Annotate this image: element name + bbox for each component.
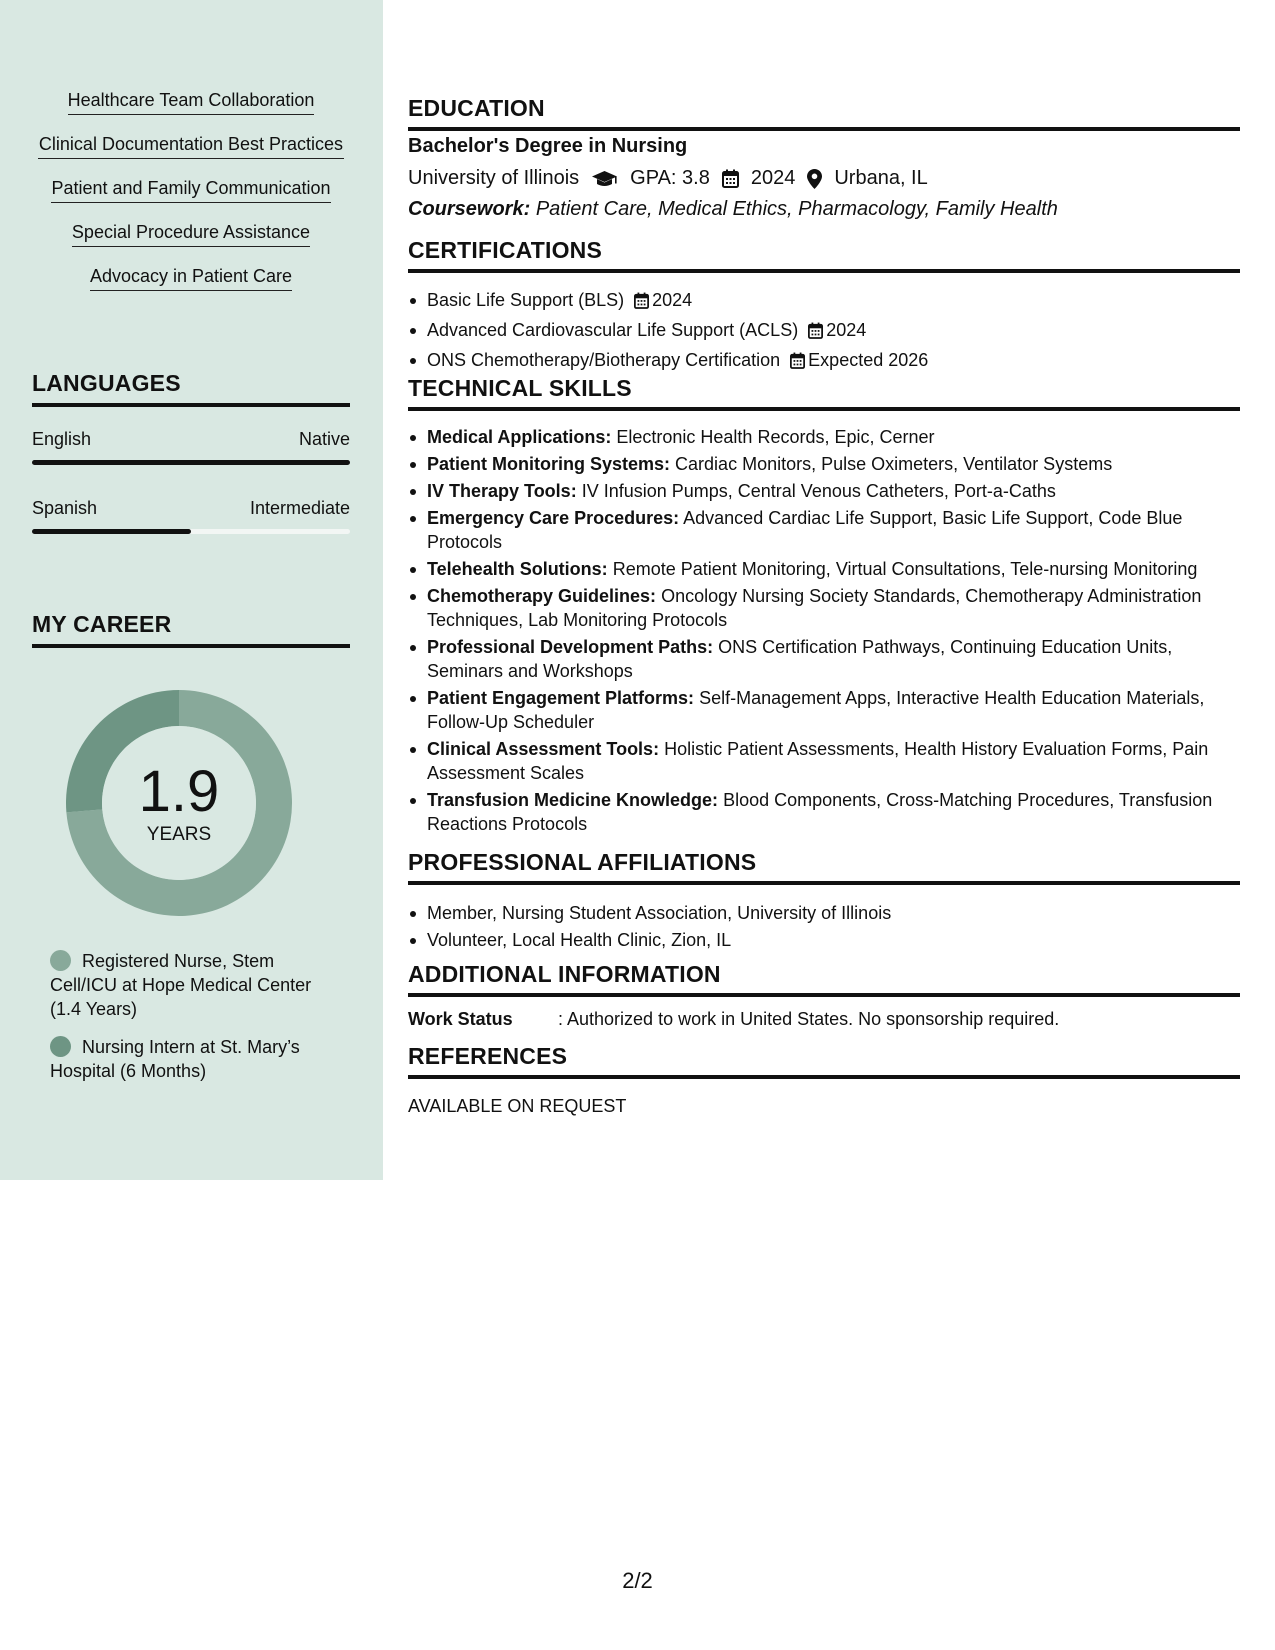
calendar-icon <box>808 321 823 345</box>
graduation-cap-icon <box>591 170 618 188</box>
skill-text: ONS Certification Pathways, Continuing Education Units, Seminars and Workshops <box>427 637 1173 681</box>
skill-label: IV Therapy Tools: <box>427 481 577 501</box>
work-status <box>408 1009 1059 1030</box>
affiliations-list <box>408 901 1240 955</box>
language-bar <box>32 529 350 534</box>
skill-label: Patient Monitoring Systems: <box>427 454 671 474</box>
list-item <box>408 737 1240 785</box>
skill-item: Patient and Family Communication <box>51 176 330 203</box>
education-details <box>408 167 928 190</box>
list-item <box>408 557 1240 581</box>
language-level: Intermediate <box>249 498 350 518</box>
school-location: Urbana, IL <box>834 167 928 189</box>
list-item <box>408 584 1240 632</box>
language-name: English <box>32 429 92 449</box>
additional-info-heading: ADDITIONAL INFORMATION <box>408 961 1240 997</box>
graduation-year: 2024 <box>750 167 796 189</box>
technical-skills-heading: TECHNICAL SKILLS <box>408 375 1240 411</box>
language-spanish <box>32 496 350 534</box>
skill-text: Advanced Cardiac Life Support, Basic Life Support, Code Blue Protocols <box>427 508 1183 552</box>
language-name: Spanish <box>32 498 98 518</box>
skill-item: Advocacy in Patient Care <box>90 264 292 291</box>
certification-date: 2024 <box>652 290 693 310</box>
languages-heading: LANGUAGES <box>32 370 350 407</box>
skill-item: Special Procedure Assistance <box>72 220 310 247</box>
degree-title: Bachelor's Degree in Nursing <box>408 135 688 157</box>
skill-label: Professional Development Paths: <box>427 637 714 657</box>
school-name: University of Illinois <box>408 167 580 189</box>
list-item <box>408 479 1240 503</box>
skill-item: Clinical Documentation Best Practices <box>38 132 344 159</box>
technical-skills-list <box>408 425 1240 839</box>
certification-name: Basic Life Support (BLS) <box>427 290 625 310</box>
career-item-text: Nursing Intern at St. Mary’s Hospital (6 Months) <box>50 1037 300 1081</box>
skill-label: Telehealth Solutions: <box>427 559 608 579</box>
sidebar <box>0 0 383 1180</box>
language-level: Native <box>298 429 350 449</box>
calendar-icon <box>790 351 805 375</box>
affiliations-heading: PROFESSIONAL AFFILIATIONS <box>408 849 1240 885</box>
list-item <box>408 788 1240 836</box>
skill-label: Clinical Assessment Tools: <box>427 739 660 759</box>
list-item <box>408 288 1240 315</box>
list-item <box>408 425 1240 449</box>
certifications-list <box>408 288 1240 378</box>
references-heading: REFERENCES <box>408 1043 1240 1079</box>
skill-text: Holistic Patient Assessments, Health History Evaluation Forms, Pain Assessment Scales <box>427 739 1209 783</box>
list-item <box>408 452 1240 476</box>
language-bar-fill <box>32 460 350 465</box>
skill-text: IV Infusion Pumps, Central Venous Catheters, Port-a-Caths <box>581 481 1056 501</box>
skill-text: Oncology Nursing Society Standards, Chemotherapy Administration Techniques, Lab Monitoring Protocols <box>427 586 1202 630</box>
list-item <box>408 686 1240 734</box>
references-text: AVAILABLE ON REQUEST <box>408 1096 627 1116</box>
skill-label: Medical Applications: <box>427 427 612 447</box>
work-status-label: Work Status <box>408 1009 513 1029</box>
work-status-text: : Authorized to work in United States. No sponsorship required. <box>558 1009 1060 1029</box>
skill-text: Self-Management Apps, Interactive Health Education Materials, Follow-Up Scheduler <box>427 688 1205 732</box>
coursework <box>408 198 1058 221</box>
skill-label: Chemotherapy Guidelines: <box>427 586 657 606</box>
list-item <box>408 506 1240 554</box>
page-number: 2/2 <box>622 1568 653 1593</box>
list-item: Member, Nursing Student Association, University of Illinois <box>408 901 1240 925</box>
career-item <box>50 1035 340 1083</box>
calendar-icon <box>722 169 739 188</box>
list-item: Volunteer, Local Health Clinic, Zion, IL <box>408 928 1240 952</box>
language-bar <box>32 460 350 465</box>
certification-date: 2024 <box>826 320 867 340</box>
list-item <box>408 348 1240 375</box>
skill-label: Emergency Care Procedures: <box>427 508 680 528</box>
career-total-years: 1.9 <box>138 759 220 824</box>
certification-date: Expected 2026 <box>808 350 929 370</box>
skill-text: Cardiac Monitors, Pulse Oximeters, Ventilator Systems <box>675 454 1113 474</box>
language-english <box>32 427 350 465</box>
skill-text: Remote Patient Monitoring, Virtual Consultations, Tele-nursing Monitoring <box>612 559 1198 579</box>
list-item <box>408 318 1240 345</box>
list-item <box>408 635 1240 683</box>
certification-name: Advanced Cardiovascular Life Support (ACLS) <box>427 320 799 340</box>
language-bar-fill <box>32 529 191 534</box>
skill-label: Transfusion Medicine Knowledge: <box>427 790 719 810</box>
career-heading: MY CAREER <box>32 611 350 648</box>
career-donut-center <box>66 690 292 916</box>
career-item <box>50 949 340 1021</box>
career-item-text: Registered Nurse, Stem Cell/ICU at Hope Medical Center (1.4 Years) <box>50 951 312 1019</box>
career-years-label: YEARS <box>146 824 212 845</box>
location-pin-icon <box>807 169 822 189</box>
coursework-label: Coursework: <box>408 198 531 220</box>
skill-text: Blood Components, Cross-Matching Procedures, Transfusion Reactions Protocols <box>427 790 1213 834</box>
calendar-icon <box>634 291 649 315</box>
skills-list <box>32 88 350 308</box>
skill-text: Electronic Health Records, Epic, Cerner <box>616 427 935 447</box>
career-legend-dot <box>50 950 71 971</box>
career-legend-dot <box>50 1036 71 1057</box>
certification-name: ONS Chemotherapy/Biotherapy Certification <box>427 350 781 370</box>
certifications-heading: CERTIFICATIONS <box>408 237 1240 273</box>
skill-label: Patient Engagement Platforms: <box>427 688 695 708</box>
gpa: GPA: 3.8 <box>630 167 710 189</box>
skill-item: Healthcare Team Collaboration <box>68 88 315 115</box>
education-heading: EDUCATION <box>408 95 1240 131</box>
coursework-text: Patient Care, Medical Ethics, Pharmacology, Family Health <box>535 198 1058 220</box>
